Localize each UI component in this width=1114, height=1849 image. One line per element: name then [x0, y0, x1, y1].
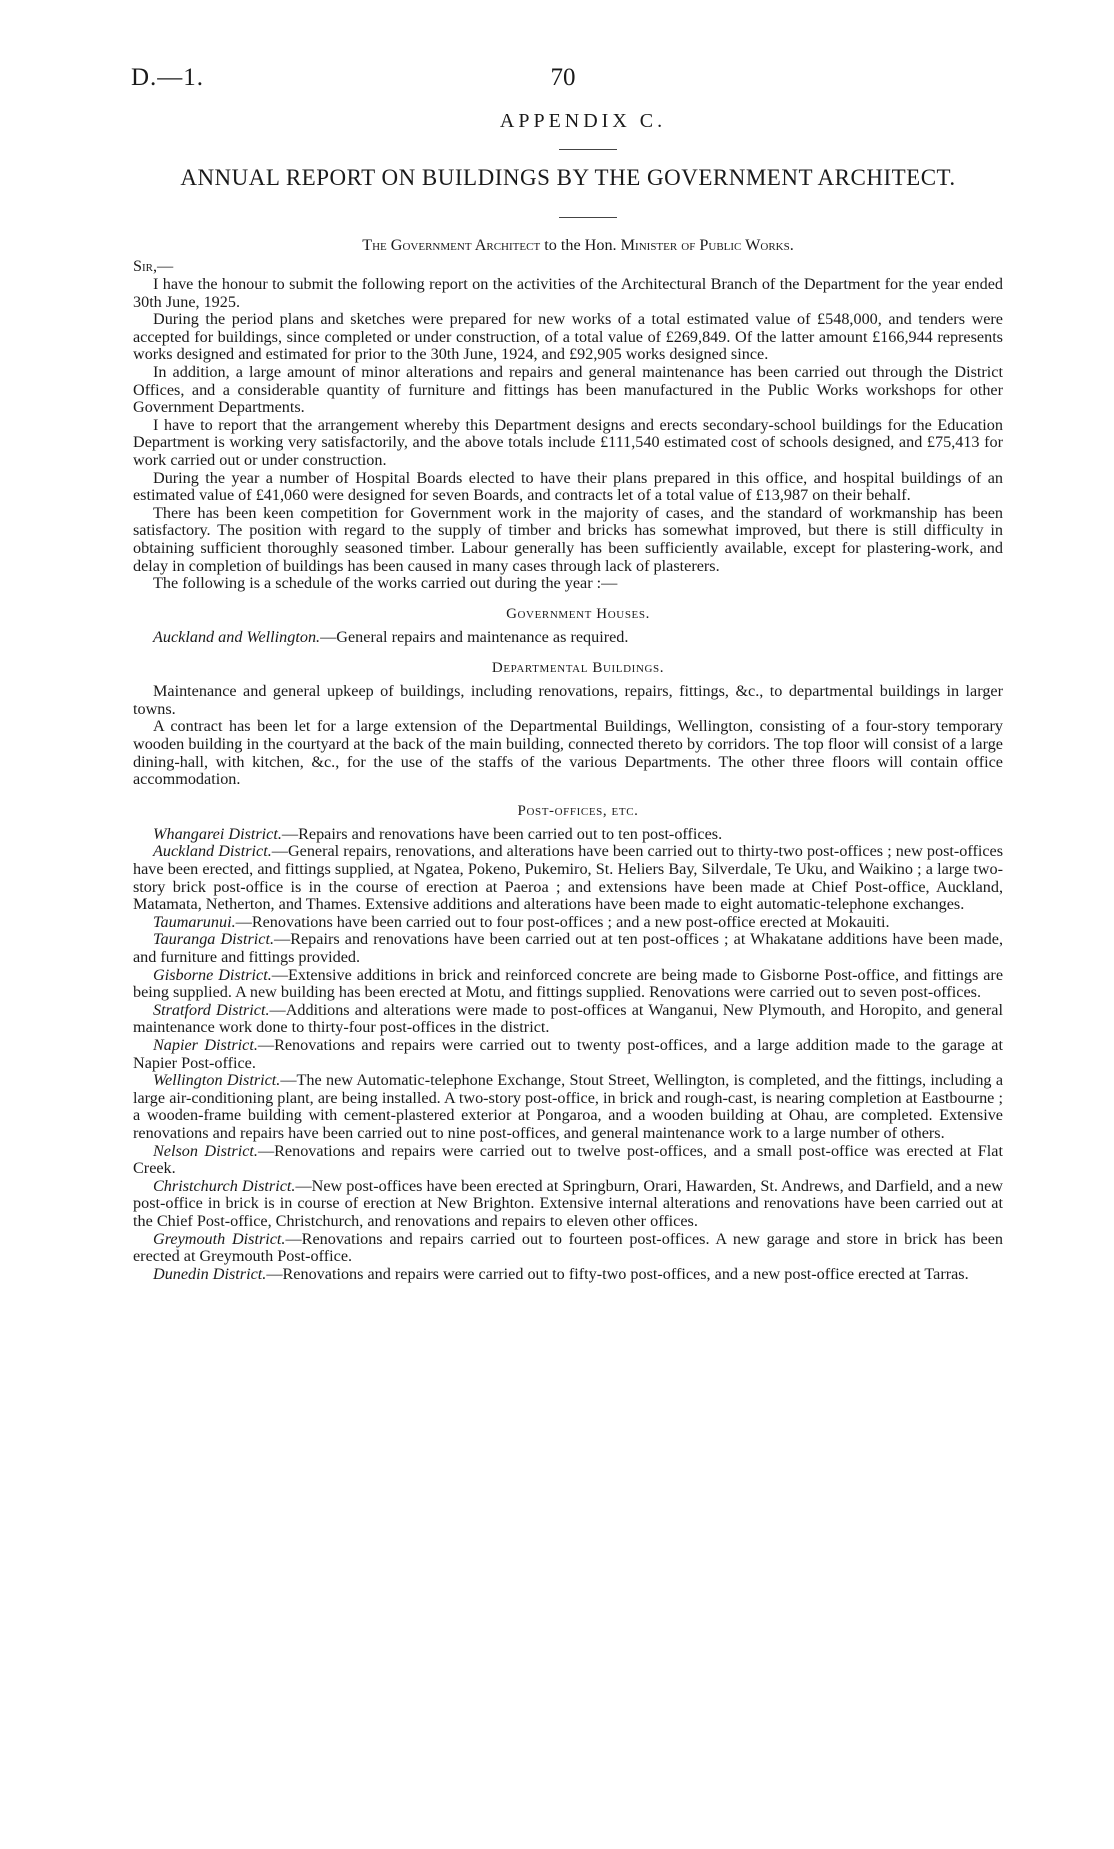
district-name: Napier District. — [153, 1035, 258, 1054]
district-text: —Renovations and repairs carried out to fourteen post-offices. A new garage and store in brick has been erected at Greymouth Post-office. — [133, 1229, 1003, 1266]
document-body — [133, 110, 1003, 1283]
page-number: 70 — [550, 64, 576, 91]
section-heading-post-offices: Post-offices, etc. — [517, 802, 639, 819]
address-middle: to the Hon. — [540, 236, 621, 254]
intro-paragraph: I have the honour to submit the following report on the activities of the Architectural Branch of the Department for the year ended 30th June, 1925. — [133, 275, 1003, 311]
intro-paragraph: There has been keen competition for Government work in the majority of cases, and the standard of workmanship has been satisfactory. The position with regard to the supply of timber and bricks has somewhat improved, but there is still difficulty in obtaining sufficient thoroughly seasoned timber. Labour generally has been sufficiently available, except for plastering-work, and delay in completion of buildings has been caused in many cases through lack of plasterers. — [133, 503, 1003, 575]
district-text: —General repairs, renovations, and alterations have been carried out to thirty-two post-offices ; new post-offices have been erected, and fittings supplied, at Ngatea, Pokeno, Pukemiro, St. Heliers Bay, Silverdale, Te Uku, and Waikino ; a large two-story brick post-office is in the course of erection at Paeroa ; and extensions have been made at Chief Post-office, Auckland, Matamata, Netherton, and Thames. Extensive additions and alterations have been made to eight automatic-telephone exchanges. — [133, 842, 1004, 914]
district-text: —Renovations and repairs were carried out to fifty-two post-offices, and a new post-office erected at Tarras. — [266, 1264, 969, 1283]
district-name: Christchurch District. — [153, 1176, 296, 1195]
district-name: Dunedin District. — [153, 1264, 267, 1283]
district-entry-tauranga — [133, 931, 1003, 966]
district-entry-whangarei — [133, 826, 1003, 844]
district-name: Nelson District. — [153, 1141, 258, 1160]
section-heading-departmental-buildings: Departmental Buildings. — [491, 660, 665, 677]
district-name: Greymouth District. — [153, 1229, 286, 1248]
district-name: Auckland District. — [153, 842, 272, 861]
district-text: —Extensive additions in brick and reinforced concrete are being made to Gisborne Post-office, and fittings are being supplied. A new building has been erected at Motu, and fittings supplied. Renovations were carried out to seven post-offices. — [133, 965, 1003, 1002]
intro-paragraph: The following is a schedule of the works carried out during the year :— — [153, 574, 618, 593]
district-name: Stratford District. — [153, 1000, 270, 1019]
district-entry-greymouth — [133, 1231, 1003, 1266]
district-name: Auckland and Wellington. — [153, 627, 321, 646]
intro-paragraph: During the period plans and sketches were prepared for new works of a total estimated value of £548,000, and tenders were accepted for buildings, since completed or under construction, of a total value of £269,849. Of the latter amount £166,944 represents works designed and estimated for prior to the 30th June, 1924, and £92,905 works designed since. — [133, 310, 1003, 364]
district-entry-stratford — [133, 1002, 1003, 1037]
district-text: —New post-offices have been erected at Springburn, Orari, Hawarden, St. Andrews, and Darfield, and a new post-office in brick is in course of erection at New Brighton. Extensive internal alterations and renovations have been carried out at the Chief Post-office, Christchurch, and renovations and repairs to eleven other offices. — [133, 1176, 1003, 1230]
district-text: —Renovations have been carried out to four post-offices ; and a new post-office erected at Mokauiti. — [235, 912, 890, 931]
district-text: —Renovations and repairs were carried out to twenty post-offices, and a large addition made to the garage at Napier Post-office. — [133, 1035, 1003, 1072]
district-entry-taumarunui — [133, 914, 1003, 932]
district-name: Wellington District. — [153, 1071, 281, 1090]
district-entry-wellington — [133, 1072, 1003, 1142]
report-title: ANNUAL REPORT ON BUILDINGS BY THE GOVERNMENT ARCHITECT. — [180, 165, 956, 190]
district-entry-napier — [133, 1037, 1003, 1072]
address-line — [133, 236, 1003, 255]
departmental-paragraph: A contract has been let for a large extension of the Departmental Buildings, Wellington, consisting of a four-story temporary wooden building in the courtyard at the back of the main building, connected thereto by corridors. The top floor will consist of a large dining-hall, with kitchen, &c., for the use of the staffs of the various Departments. The other three floors will contain office accommodation. — [133, 717, 1003, 789]
document-reference: D.—1. — [131, 64, 205, 91]
appendix-heading: APPENDIX C. — [499, 110, 667, 132]
section-heading-government-houses: Government Houses. — [506, 605, 650, 622]
district-entry-nelson — [133, 1143, 1003, 1178]
district-entry-auckland — [133, 843, 1003, 913]
address-to: Minister of Public Works. — [620, 236, 794, 254]
salutation: Sir,— — [133, 257, 174, 275]
district-entry-dunedin — [133, 1266, 1003, 1284]
government-houses-entry — [133, 629, 1003, 647]
district-text: —The new Automatic-telephone Exchange, Stout Street, Wellington, is completed, and the fittings, including a large air-conditioning plant, are being installed. A two-story post-office, in brick and rough-cast, is nearing completion at Eastbourne ; a wooden-frame building with cement-plastered exterior at Pongaroa, and a wooden building at Ohau, are completed. Extensive renovations and repairs have been carried out to nine post-offices, and general maintenance work to a large number of others. — [133, 1071, 1004, 1142]
address-from: The Government Architect — [362, 236, 541, 254]
district-entry-christchurch — [133, 1178, 1003, 1231]
district-text: —Additions and alterations were made to post-offices at Wanganui, New Plymouth, and Horopito, and general maintenance work done to thirty-four post-offices in the district. — [133, 1000, 1003, 1037]
district-text: —General repairs and maintenance as required. — [320, 627, 629, 646]
intro-paragraph: In addition, a large amount of minor alterations and repairs and general maintenance has been carried out through the District Offices, and a considerable quantity of furniture and fittings has been manufactured in the Public Works workshops for other Government Departments. — [133, 362, 1003, 417]
divider-rule — [559, 217, 617, 218]
divider-rule — [559, 149, 617, 150]
district-text: —Repairs and renovations have been carried out at ten post-offices ; at Whakatane additions have been made, and furniture and fittings provided. — [133, 930, 1004, 966]
intro-paragraph: During the year a number of Hospital Boards elected to have their plans prepared in this office, and hospital buildings of an estimated value of £41,060 were designed for seven Boards, and contracts let of a total value of £13,987 on their behalf. — [133, 468, 1003, 505]
district-entry-gisborne — [133, 967, 1003, 1002]
district-text: —Renovations and repairs were carried out to twelve post-offices, and a small post-office was erected at Flat Creek. — [133, 1141, 1003, 1178]
district-text: —Repairs and renovations have been carried out to ten post-offices. — [281, 824, 723, 843]
district-name: Taumarunui. — [153, 912, 236, 931]
intro-paragraph: I have to report that the arrangement whereby this Department designs and erects secondary-school buildings for the Education Department is working very satisfactorily, and the above totals include £111,540 estimated cost of schools designed, and £75,413 for work carried out or under construction. — [133, 415, 1003, 469]
departmental-paragraph: Maintenance and general upkeep of buildings, including renovations, repairs, fittings, &c., to departmental buildings in larger towns. — [133, 682, 1003, 718]
district-name: Gisborne District. — [153, 965, 272, 984]
district-name: Tauranga District. — [153, 930, 275, 949]
district-name: Whangarei District. — [153, 824, 282, 843]
